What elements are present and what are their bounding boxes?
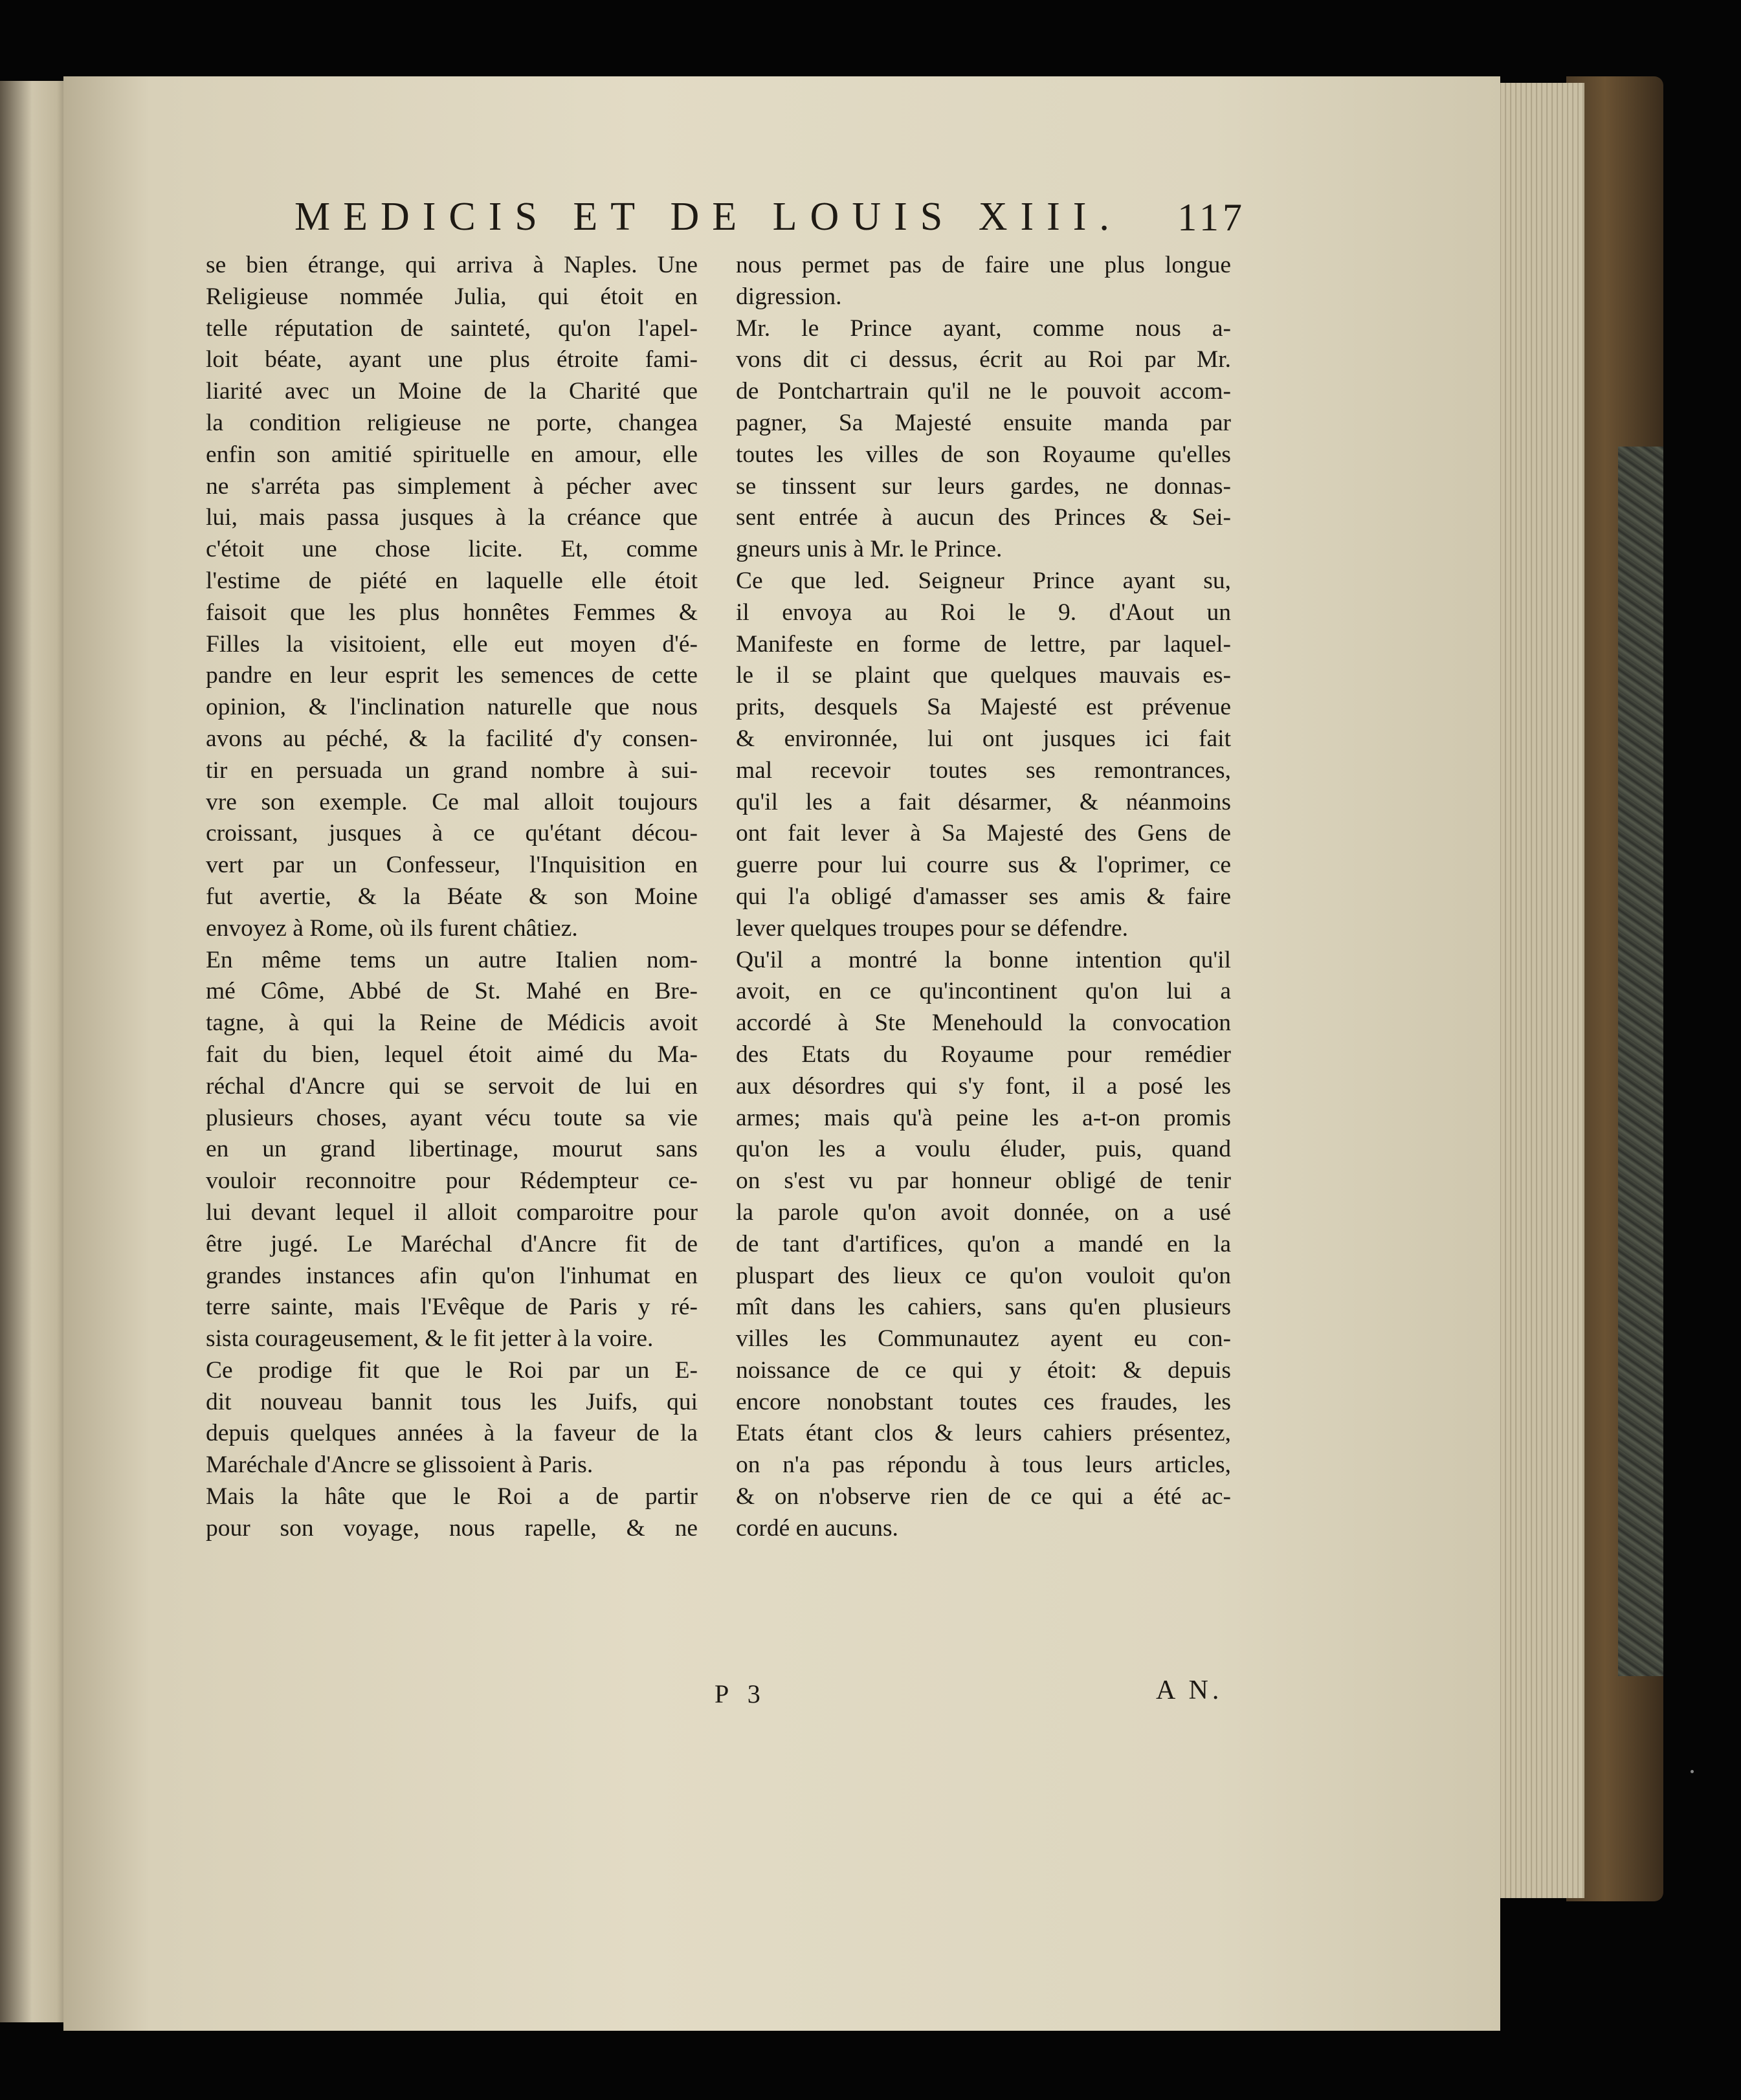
text-line: terre sainte, mais l'Evêque de Paris y ré-: [206, 1294, 698, 1321]
text-line: qu'on les a voulu éluder, puis, quand: [736, 1136, 1231, 1163]
text-line: vre son exemple. Ce mal alloit toujours: [206, 788, 698, 815]
text-line: être jugé. Le Maréchal d'Ancre fit de: [206, 1230, 698, 1257]
text-line: pour son voyage, nous rapelle, & ne: [206, 1514, 698, 1542]
text-line: accordé à Ste Menehould la convocation: [736, 1010, 1231, 1037]
text-line: fait du bien, lequel étoit aimé du Ma-: [206, 1041, 698, 1068]
text-line: pagner, Sa Majesté ensuite manda par: [736, 409, 1231, 436]
text-line: depuis quelques années à la faveur de la: [206, 1420, 698, 1447]
text-line: ne s'arréta pas simplement à pécher avec: [206, 472, 698, 500]
text-line: vouloir reconnoitre pour Rédempteur ce-: [206, 1167, 698, 1195]
text-line: sent entrée à aucun des Princes & Sei-: [736, 504, 1231, 531]
text-line: lui, mais passa jusques à la créance que: [206, 504, 698, 531]
text-line: guerre pour lui courre sus & l'oprimer, ce: [736, 852, 1231, 879]
text-line: grandes instances afin qu'on l'inhumat en: [206, 1262, 698, 1289]
text-line: de tant d'artifices, qu'on a mandé en la: [736, 1230, 1231, 1257]
text-line: tir en persuada un grand nombre à sui-: [206, 757, 698, 784]
text-line: liarité avec un Moine de la Charité que: [206, 378, 698, 405]
text-line: toutes les villes de son Royaume qu'elles: [736, 441, 1231, 468]
page-number: 117: [1177, 196, 1246, 239]
text-line: lui devant lequel il alloit comparoitre pour: [206, 1199, 698, 1226]
text-line: se tinssent sur leurs gardes, ne donnas-: [736, 472, 1231, 500]
text-line: la parole qu'on avoit donnée, on a usé: [736, 1199, 1231, 1226]
signature-mark: P 3: [715, 1679, 767, 1708]
text-line: & on n'observe rien de ce qui a été ac-: [736, 1483, 1231, 1510]
text-line: tagne, à qui la Reine de Médicis avoit: [206, 1010, 698, 1037]
text-line: pandre en leur esprit les semences de cette: [206, 662, 698, 689]
text-line: prits, desquels Sa Majesté est prévenue: [736, 694, 1231, 721]
text-line: c'étoit une chose licite. Et, comme: [206, 536, 698, 563]
text-line: il envoya au Roi le 9. d'Aout un: [736, 599, 1231, 626]
text-line: encore nonobstant toutes ces fraudes, les: [736, 1388, 1231, 1415]
text-line: mal recevoir toutes ses remontrances,: [736, 757, 1231, 784]
text-line: aux désordres qui s'y font, il a posé les: [736, 1072, 1231, 1100]
right-text-column: [736, 250, 1231, 1545]
text-line: des Etats du Royaume pour remédier: [736, 1041, 1231, 1068]
text-line: avons au péché, & la facilité d'y consen-: [206, 725, 698, 752]
text-line: réchal d'Ancre qui se servoit de lui en: [206, 1072, 698, 1100]
text-line: Manifeste en forme de lettre, par laquel-: [736, 630, 1231, 658]
text-line: vons dit ci dessus, écrit au Roi par Mr.: [736, 346, 1231, 373]
text-line: faisoit que les plus honnêtes Femmes &: [206, 599, 698, 626]
left-text-column: [206, 250, 698, 1545]
text-line: & environnée, lui ont jusques ici fait: [736, 725, 1231, 752]
text-line: l'estime de piété en laquelle elle étoit: [206, 567, 698, 594]
text-line: fut avertie, & la Béate & son Moine: [206, 883, 698, 910]
text-line: pluspart des lieux ce qu'on vouloit qu'on: [736, 1262, 1231, 1289]
text-line: digression.: [736, 283, 842, 310]
text-line: Ce que led. Seigneur Prince ayant su,: [736, 567, 1231, 594]
dust-speck: [1691, 1770, 1694, 1773]
text-line: nous permet pas de faire une plus longue: [736, 252, 1231, 278]
text-line: mé Côme, Abbé de St. Mahé en Bre-: [206, 978, 698, 1005]
text-line: se bien étrange, qui arriva à Naples. Une: [206, 252, 698, 278]
text-line: mît dans les cahiers, sans qu'en plusieurs: [736, 1294, 1231, 1321]
text-line: qui l'a obligé d'amasser ses amis & faire: [736, 883, 1231, 910]
page-header: [294, 194, 1246, 246]
text-line: telle réputation de sainteté, qu'on l'apel-: [206, 315, 698, 342]
text-line: avoit, en ce qu'incontinent qu'on lui a: [736, 978, 1231, 1005]
text-line: sista courageusement, & le fit jetter à la voire.: [206, 1325, 654, 1353]
text-line: loit béate, ayant une plus étroite fami-: [206, 346, 698, 373]
text-line: qu'il les a fait désarmer, & néanmoins: [736, 788, 1231, 815]
text-line: Ce prodige fit que le Roi par un E-: [206, 1356, 698, 1384]
text-line: gneurs unis à Mr. le Prince.: [736, 536, 1003, 563]
text-line: lever quelques troupes pour se défendre.: [736, 914, 1129, 942]
marbled-board: [1618, 447, 1663, 1676]
text-line: Mais la hâte que le Roi a de partir: [206, 1483, 698, 1510]
text-line: Filles la visitoient, elle eut moyen d'é-: [206, 630, 698, 658]
text-line: enfin son amitié spirituelle en amour, elle: [206, 441, 698, 468]
text-line: on s'est vu par honneur obligé de tenir: [736, 1167, 1231, 1195]
text-line: Qu'il a montré la bonne intention qu'il: [736, 946, 1231, 973]
text-line: opinion, & l'inclination naturelle que nous: [206, 694, 698, 721]
text-line: Etats étant clos & leurs cahiers présentez,: [736, 1420, 1231, 1447]
text-line: Religieuse nommée Julia, qui étoit en: [206, 283, 698, 310]
text-line: armes; mais qu'à peine les a-t-on promis: [736, 1104, 1231, 1131]
text-line: plusieurs choses, ayant vécu toute sa vie: [206, 1104, 698, 1131]
text-line: en un grand libertinage, mourut sans: [206, 1136, 698, 1163]
text-line: ont fait lever à Sa Majesté des Gens de: [736, 820, 1231, 847]
text-line: de Pontchartrain qu'il ne le pouvoit accom-: [736, 378, 1231, 405]
running-title: MEDICIS ET DE LOUIS XIII.: [294, 195, 1122, 239]
text-line: envoyez à Rome, où ils furent châtiez.: [206, 914, 578, 942]
text-line: dit nouveau bannit tous les Juifs, qui: [206, 1388, 698, 1415]
text-line: En même tems un autre Italien nom-: [206, 946, 698, 973]
catchword: A N.: [1156, 1675, 1223, 1705]
text-line: on n'a pas répondu à tous leurs articles,: [736, 1452, 1231, 1479]
text-line: villes les Communautez ayent eu con-: [736, 1325, 1231, 1353]
text-line: noissance de ce qui y étoit: & depuis: [736, 1356, 1231, 1384]
text-line: la condition religieuse ne porte, changea: [206, 409, 698, 436]
text-line: cordé en aucuns.: [736, 1514, 898, 1542]
text-line: Maréchale d'Ancre se glissoient à Paris.: [206, 1452, 593, 1479]
text-line: le il se plaint que quelques mauvais es-: [736, 662, 1231, 689]
text-line: Mr. le Prince ayant, comme nous a-: [736, 315, 1231, 342]
text-line: vert par un Confesseur, l'Inquisition en: [206, 852, 698, 879]
text-line: croissant, jusques à ce qu'étant décou-: [206, 820, 698, 847]
